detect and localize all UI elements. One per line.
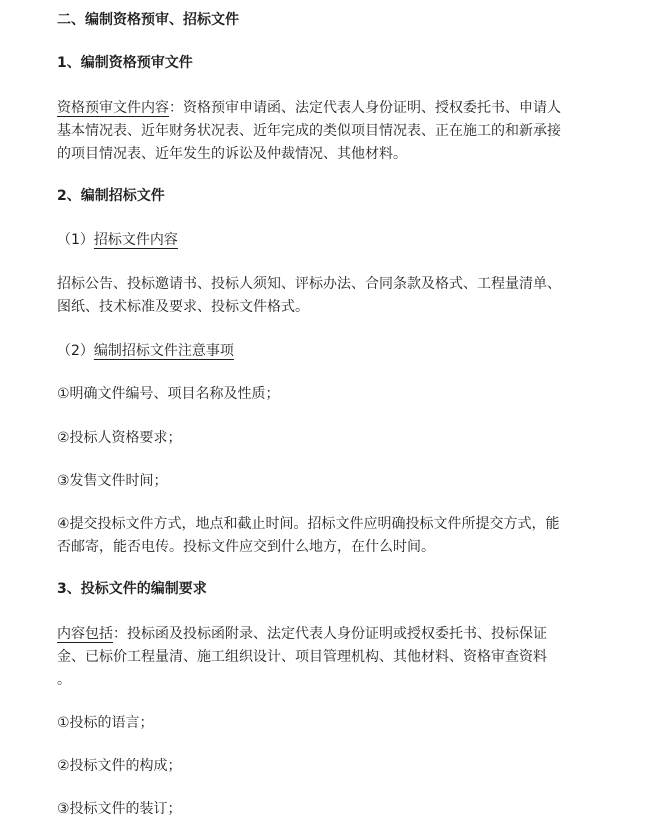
list-item: ②投标文件的构成；: [57, 758, 182, 774]
paragraph-line: 金、已标价工程量清、施工组织设计、项目管理机构、其他材料、资格审查资料: [57, 649, 547, 665]
list-item: ①投标的语言；: [57, 715, 154, 731]
underlined-label: 内容包括: [57, 626, 113, 642]
paragraph-line: 。: [57, 672, 71, 688]
underlined-label: 资格预审文件内容: [57, 100, 169, 116]
paragraph-line: 否邮寄，能否电传。投标文件应交到什么地方，在什么时间。: [57, 539, 435, 555]
underlined-label: 编制招标文件注意事项: [93, 343, 234, 359]
paragraph-line: 基本情况表、近年财务状况表、近年完成的类似项目情况表、正在施工的和新承接: [57, 123, 561, 139]
paragraph-line: [57, 98, 561, 118]
paragraph-text: ：投标函及投标函附录、法定代表人身份证明或授权委托书、投标保证: [113, 626, 547, 642]
sub-heading-number: （1）: [57, 232, 94, 248]
list-item: ③投标文件的装订；: [57, 801, 182, 817]
list-item: ①明确文件编号、项目名称及性质；: [57, 386, 280, 402]
paragraph-text: ：资格预审申请函、法定代表人身份证明、授权委托书、申请人: [169, 100, 561, 116]
paragraph-line: 的项目情况表、近年发生的诉讼及仲裁情况、其他材料。: [57, 146, 407, 162]
list-item: ②投标人资格要求；: [57, 430, 182, 446]
subsection-title-3: 3、投标文件的编制要求: [57, 581, 207, 597]
paragraph-line: 图纸、技术标准及要求、投标文件格式。: [57, 299, 309, 315]
sub-heading: [57, 341, 234, 361]
subsection-title-1: 1、编制资格预审文件: [57, 55, 193, 71]
section-heading: 二、编制资格预审、招标文件: [57, 12, 239, 28]
list-item: ④提交投标文件方式，地点和截止时间。招标文件应明确投标文件所提交方式，能: [57, 516, 560, 532]
sub-heading: [57, 230, 178, 250]
list-item: ③发售文件时间；: [57, 473, 168, 489]
underlined-label: 招标文件内容: [93, 232, 178, 248]
paragraph-line: 招标公告、投标邀请书、投标人须知、评标办法、合同条款及格式、工程量清单、: [57, 276, 561, 292]
subsection-title-2: 2、编制招标文件: [57, 188, 165, 204]
paragraph-line: [57, 624, 547, 644]
sub-heading-number: （2）: [57, 343, 94, 359]
